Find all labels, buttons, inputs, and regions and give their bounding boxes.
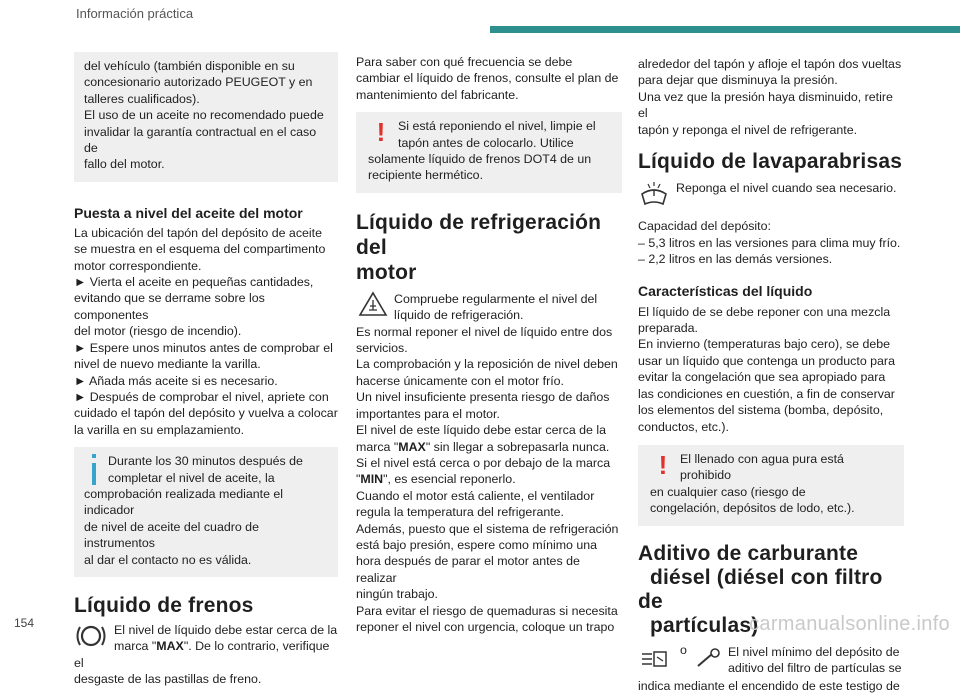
alert-note (356, 112, 622, 193)
body-line: cambiar el líquido de frenos, consulte el plan de (356, 71, 619, 86)
body-line: El nivel de este líquido debe estar cerca de la (356, 423, 607, 438)
section-title-additive: Aditivo de carburante diésel (diésel con filtro de partículas) (638, 541, 883, 637)
body-line: reponer el nivel con urgencia, coloque un trapo (356, 619, 615, 634)
body-line: evitando que se derrame sobre los componentes (74, 291, 265, 322)
note-line: al dar el contacto no es válida. (84, 552, 252, 567)
note-line: invalidar la garantía contractual en el caso de (84, 124, 317, 156)
body-line: marca "MAX". De lo contrario, verifique el (74, 639, 330, 670)
oil-topup-body (74, 225, 338, 438)
body-line: El líquido de se debe reponer con una mezcla (638, 304, 891, 319)
note-line: El uso de un aceite no recomendado puede (84, 108, 324, 123)
section-title-washer: Líquido de lavaparabrisas (638, 150, 903, 174)
or-label: o (680, 642, 687, 657)
body-line: Si el nivel está cerca o por debajo de la marca (356, 455, 611, 470)
body-line: Cuando el motor está caliente, el ventilador (356, 488, 595, 503)
note-line: recipiente hermético. (368, 168, 484, 183)
oil-note (74, 52, 338, 182)
exclamation-icon: ! (658, 449, 668, 480)
body-line: Compruebe regularmente el nivel del (394, 291, 598, 306)
body-line: está bajo presión, espere como mínimo una (356, 537, 598, 552)
info-note (74, 447, 338, 577)
note-line: de nivel de aceite del cuadro de instrumentos (84, 519, 259, 551)
body-line: En invierno (temperaturas bajo cero), se debe (638, 337, 891, 352)
body-line: motor correspondiente. (74, 258, 202, 273)
column-2 (356, 54, 622, 635)
body-line: – 5,3 litros en las versiones para clima muy frío. (638, 235, 901, 250)
note-line: concesionario autorizado PEUGEOT y en (84, 75, 313, 90)
info-icon (84, 453, 104, 481)
column-3 (638, 56, 904, 694)
body-line: El nivel de líquido debe estar cerca de la (114, 622, 338, 637)
body-line: Una vez que la presión haya disminuido, retire el (638, 89, 893, 121)
note-line: El llenado con agua pura está prohibido (680, 451, 844, 483)
header-accent-bar (490, 26, 960, 33)
body-line: aditivo del filtro de partículas se (728, 660, 902, 675)
note-line: completar el nivel de aceite, la (108, 470, 275, 485)
note-line: congelación, depósitos de lodo, etc.). (650, 501, 855, 516)
body-line: Un nivel insuficiente presenta riesgo de daños (356, 390, 610, 405)
wrench-icon (694, 648, 724, 674)
body-line: Además, puesto que el sistema de refrigeración (356, 521, 619, 536)
washer-icon (638, 180, 670, 212)
body-line: Reponga el nivel cuando sea necesario. (676, 181, 897, 196)
note-line: comprobación realizada mediante el indicador (84, 486, 284, 518)
body-line: preparada. (638, 321, 698, 336)
note-line: fallo del motor. (84, 157, 165, 172)
body-line: hora después de parar el motor antes de realizar (356, 554, 580, 585)
note-line: Durante los 30 minutos después de (108, 454, 303, 469)
body-line: los elementos del sistema (bomba, depósito, (638, 403, 884, 418)
body-line: marca "MAX" sin llegar a sobrepasarla nunca. (356, 439, 610, 454)
body-line: Es normal reponer el nivel de líquido entre dos (356, 324, 613, 339)
note-line: talleres cualificados). (84, 91, 200, 106)
body-line: Capacidad del depósito: (638, 219, 771, 234)
coolant-warning-icon (358, 291, 388, 321)
body-line: ningún trabajo. (356, 587, 438, 602)
note-line: Si está reponiendo el nivel, limpie el (398, 119, 596, 134)
brake-warning-icon (74, 622, 108, 654)
body-line: evitar la congelación que sea apropiado para (638, 370, 886, 385)
additive-icons (638, 644, 728, 678)
watermark: carmanualsonline.info (749, 613, 950, 635)
column-1 (74, 52, 338, 688)
body-line: La comprobación y la reposición de nivel deben (356, 357, 618, 372)
body-line: desgaste de las pastillas de freno. (74, 672, 262, 687)
body-line: se muestra en el esquema del compartimento (74, 242, 326, 257)
body-line: alrededor del tapón y afloje el tapón dos vueltas (638, 57, 902, 71)
body-line: para dejar que disminuya la presión. (638, 73, 838, 88)
additive-lamp-icon (640, 648, 670, 674)
body-line: la varilla en su emplazamiento. (74, 422, 245, 437)
body-line: las condiciones en cuestión, a fin de conservar (638, 386, 895, 401)
fluid-body (638, 304, 904, 435)
body-line: nivel de nuevo mediante la varilla. (74, 357, 261, 372)
body-line: usar un líquido que contenga un producto para (638, 353, 895, 368)
body-line: conductos, etc.). (638, 419, 729, 434)
body-line: líquido de refrigeración. (394, 308, 524, 323)
body-line: tapón y reponga el nivel de refrigerante. (638, 122, 858, 137)
body-line: ► Vierta el aceite en pequeñas cantidades, (74, 275, 314, 290)
body-line: indica mediante el encendido de este testigo de (638, 678, 900, 693)
body-line: ► Después de comprobar el nivel, apriete con (74, 389, 329, 404)
body-line: hacerse únicamente con el motor frío. (356, 373, 564, 388)
section-heading-fluid: Características del líquido (638, 282, 813, 299)
additive-body (638, 644, 904, 694)
body-line: importantes para el motor. (356, 406, 500, 421)
body-line: ► Añada más aceite si es necesario. (74, 373, 278, 388)
body-line: ► Espere unos minutos antes de comprobar el (74, 340, 333, 355)
capacity-block (638, 218, 904, 267)
note-line: en cualquier caso (riesgo de (650, 484, 806, 499)
body-line: mantenimiento del fabricante. (356, 87, 519, 102)
body-line: regula la temperatura del refrigerante. (356, 505, 565, 520)
note-line: del vehículo (también disponible en su (84, 59, 295, 73)
body-line: servicios. (356, 341, 408, 356)
body-line: El nivel mínimo del depósito de (728, 644, 900, 659)
body-line: del motor (riesgo de incendio). (74, 324, 242, 339)
exclamation-icon: ! (376, 117, 386, 148)
coolant-body (356, 291, 622, 636)
washer-body (638, 180, 904, 196)
section-title-coolant: Líquido de refrigeración del motor (356, 210, 602, 284)
page-number: 154 (14, 616, 35, 630)
alert-note (638, 445, 904, 526)
section-title-brake-fluid: Líquido de frenos (74, 593, 254, 617)
body-line: – 2,2 litros en las demás versiones. (638, 252, 833, 267)
body-line: "MIN", es esencial reponerlo. (356, 472, 516, 487)
note-line: solamente líquido de frenos DOT4 de un (368, 152, 592, 167)
brake-fluid-body (74, 622, 338, 688)
body-line: Para evitar el riesgo de quemaduras si necesita (356, 603, 618, 618)
section-heading-oil-topup: Puesta a nivel del aceite del motor (74, 204, 303, 221)
note-line: tapón antes de colocarlo. Utilice (398, 135, 574, 150)
running-header: Información práctica (76, 6, 194, 21)
body-line: Para saber con qué frecuencia se debe (356, 55, 573, 69)
body-line: La ubicación del tapón del depósito de aceite (74, 225, 323, 240)
body-line: cuidado el tapón del depósito y vuelva a colocar (74, 406, 338, 421)
